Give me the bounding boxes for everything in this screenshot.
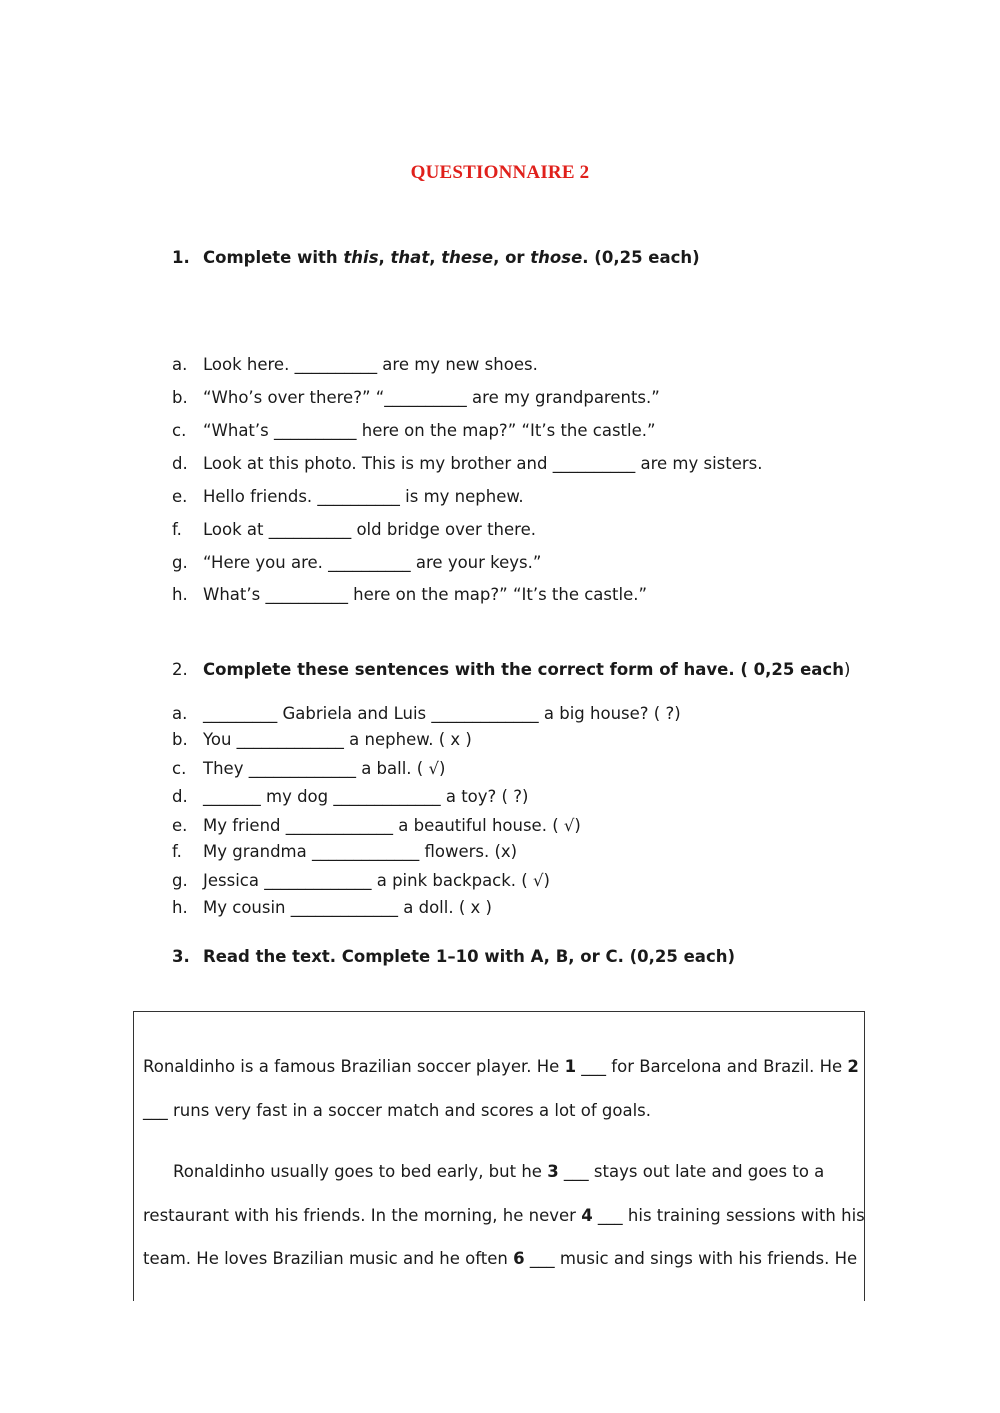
section-1-item-c: c. “What’s __________ here on the map?” “It’s the castle.” [172, 421, 656, 440]
section-2-item-c: c. They _____________ a ball. ( √) [172, 759, 446, 778]
section-1-item-h: h. What’s __________ here on the map?” “It’s the castle.” [172, 585, 648, 604]
passage-line-4: restaurant with his friends. In the morning, he never 4 ___ his training sessions with his [143, 1206, 865, 1225]
section-2-heading: 2. Complete these sentences with the correct form of have. ( 0,25 each) [172, 660, 851, 679]
section-2-item-e: e. My friend _____________ a beautiful house. ( √) [172, 816, 581, 835]
section-2-item-h: h. My cousin _____________ a doll. ( x ) [172, 898, 492, 917]
section-2-number: 2. [172, 660, 188, 679]
passage-line-5: team. He loves Brazilian music and he often 6 ___ music and sings with his friends. He [143, 1249, 858, 1268]
section-1-heading: 1. Complete with this, that, these, or those. (0,25 each) [172, 248, 700, 267]
section-1-item-e: e. Hello friends. __________ is my nephew. [172, 487, 524, 506]
section-1-number: 1. [172, 248, 190, 267]
passage-line-2: ___ runs very fast in a soccer match and scores a lot of goals. [143, 1101, 652, 1120]
section-2-item-g: g. Jessica _____________ a pink backpack. ( √) [172, 871, 550, 890]
section-1-item-b: b. “Who’s over there?” “__________ are my grandparents.” [172, 388, 660, 407]
passage-line-3: Ronaldinho usually goes to bed early, but he 3 ___ stays out late and goes to a [173, 1162, 825, 1181]
section-2-item-f: f. My grandma _____________ flowers. (x) [172, 842, 518, 861]
section-1-item-d: d. Look at this photo. This is my brother and __________ are my sisters. [172, 454, 763, 473]
page-title: QUESTIONNAIRE 2 [410, 162, 590, 183]
passage-line-1: Ronaldinho is a famous Brazilian soccer player. He 1 ___ for Barcelona and Brazil. He 2 [143, 1057, 859, 1076]
section-2-item-d: d. _______ my dog _____________ a toy? ( ?) [172, 787, 529, 806]
section-2-item-a: a. _________ Gabriela and Luis _____________ a big house? ( ?) [172, 704, 681, 723]
section-3-heading: 3. Read the text. Complete 1–10 with A, B, or C. (0,25 each) [172, 947, 736, 966]
section-3-number: 3. [172, 947, 190, 966]
section-2-item-b: b. You _____________ a nephew. ( x ) [172, 730, 472, 749]
section-1-item-a: a. Look here. __________ are my new shoes. [172, 355, 538, 374]
section-1-item-f: f. Look at __________ old bridge over there. [172, 520, 536, 539]
section-1-item-g: g. “Here you are. __________ are your keys.” [172, 553, 542, 572]
